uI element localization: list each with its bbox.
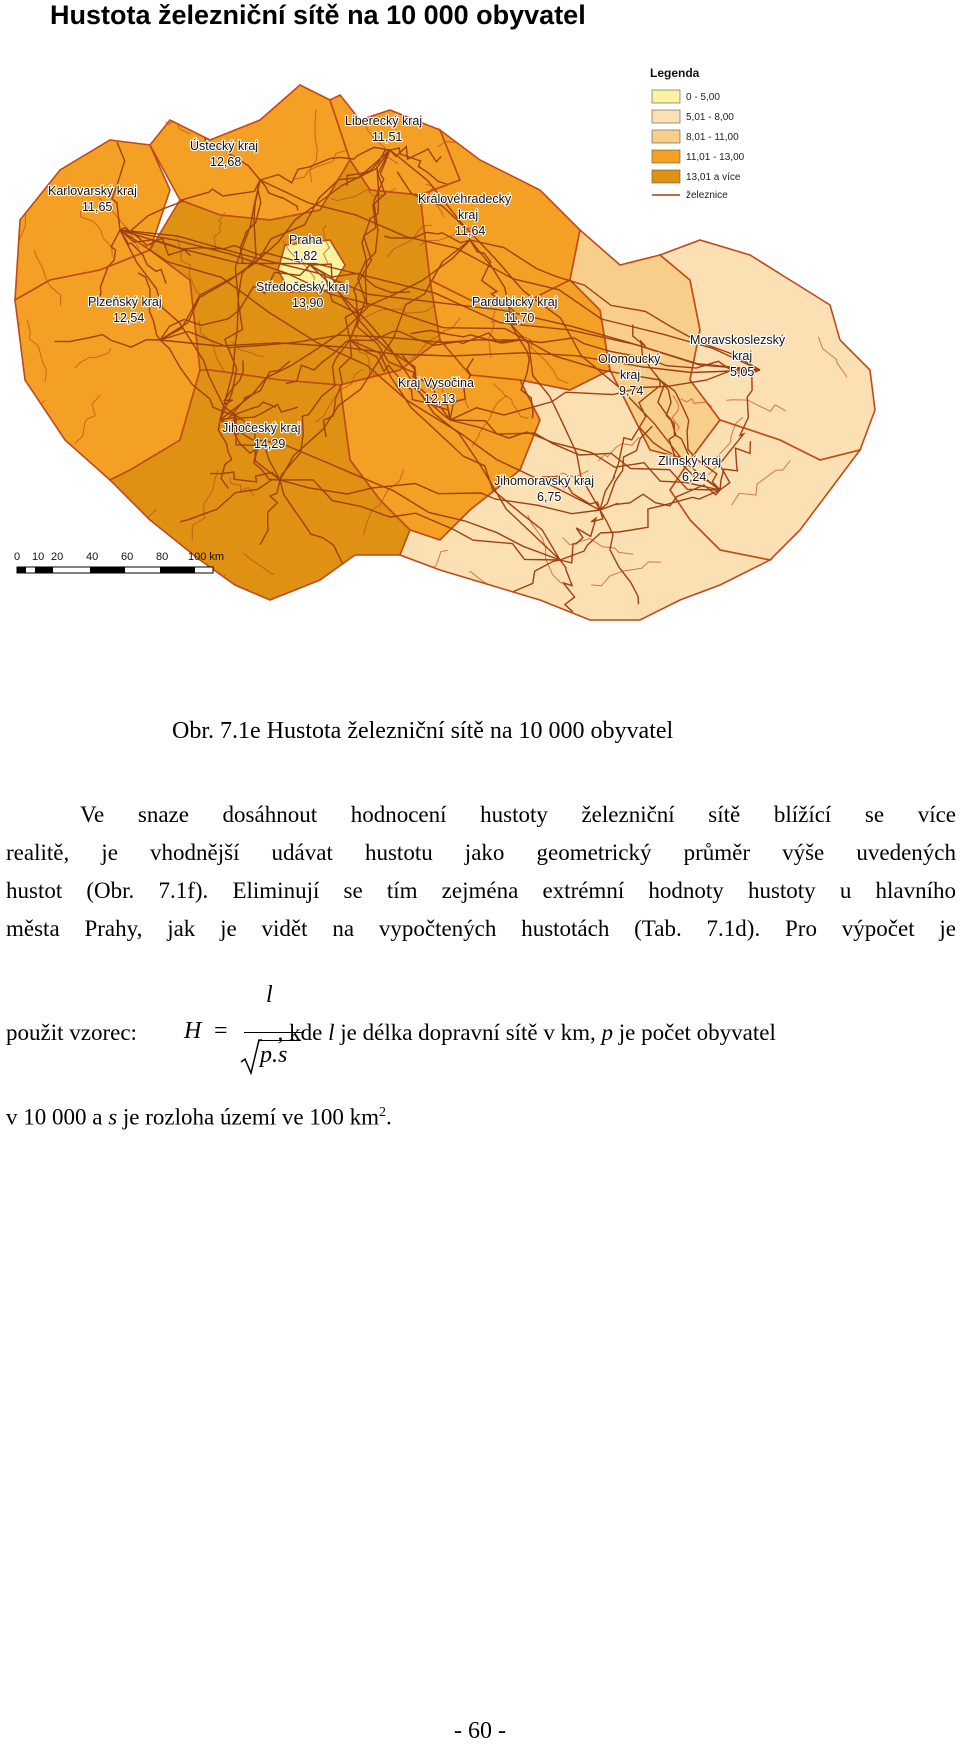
scale-bar-segment	[90, 567, 125, 573]
page-number: - 60 -	[454, 1718, 506, 1744]
paragraph-line-2: realitě, je vhodnější udávat hustotu jako geometrický průměr výše uvedených	[6, 840, 956, 865]
district-border	[589, 110, 596, 148]
scale-tick-20: 20	[51, 551, 64, 563]
legend-title: Legenda	[650, 66, 700, 80]
legend-swatch-4	[652, 150, 680, 163]
paragraph-line-6	[6, 1098, 956, 1133]
label-liberecky-value: 11,51	[372, 130, 403, 144]
formula-equals: =	[214, 1018, 228, 1044]
district-border	[809, 175, 820, 214]
paragraph-text: je délka dopravní sítě v km,	[340, 1020, 596, 1045]
formula-lhs: H	[184, 1018, 202, 1044]
label-vysocina-value: 12,13	[424, 392, 456, 406]
label-plzensky-value: 12,54	[113, 311, 145, 325]
district-border	[88, 563, 93, 637]
formula-numerator: l	[266, 982, 273, 1008]
district-border	[841, 482, 879, 500]
label-kralovehradecky-name: Královéhradecký	[418, 192, 512, 206]
label-karlovarsky-value: 11,65	[82, 200, 113, 214]
label-moravskoslezsky-kraj: kraj	[732, 349, 753, 363]
label-praha-value: 1,82	[293, 249, 318, 263]
label-olomoucky-value: 9,74	[619, 384, 644, 398]
legend-label-2: 5,01 - 8,00	[686, 112, 734, 123]
legend-swatch-3	[652, 130, 680, 143]
paragraph-line-3: hustot (Obr. 7.1f). Eliminují se tím zejména extrémní hodnoty hustoty u hlavního	[6, 878, 956, 903]
scale-bar-segment	[17, 567, 26, 573]
district-border	[512, 134, 523, 173]
scale-tick-40: 40	[86, 551, 99, 563]
label-stredocesky-value: 13,90	[292, 296, 324, 310]
district-border	[0, 400, 45, 418]
figure-caption: Obr. 7.1e Hustota železniční sítě na 10 000 obyvatel	[172, 718, 674, 744]
label-stredocesky-name: Středočeský kraj	[256, 280, 349, 294]
scale-tick-100: 100 km	[188, 551, 225, 563]
formula-denominator: p.s	[260, 1042, 288, 1068]
label-praha-name: Praha	[289, 233, 323, 247]
paragraph-line-1: Ve snaze dosáhnout hodnocení hustoty železniční sítě blížící se více	[80, 802, 956, 827]
label-kralovehradecky-kraj: kraj	[458, 208, 479, 222]
variable-s: s	[108, 1104, 118, 1130]
scale-bar	[14, 551, 224, 573]
railway-density-map	[0, 40, 960, 640]
sqrt-sign-icon	[240, 1038, 262, 1076]
label-olomoucky-name: Olomoucký	[598, 352, 661, 366]
label-plzensky-name: Plzeňský kraj	[88, 295, 162, 309]
label-jihomoravsky-value: 6,75	[537, 490, 562, 504]
district-border	[385, 560, 404, 594]
district-border	[802, 579, 859, 615]
label-liberecky-name: Liberecký kraj	[345, 114, 423, 128]
label-pardubicky-name: Pardubický kraj	[472, 295, 558, 309]
legend-railway-label: železnice	[686, 190, 728, 201]
map-legend	[650, 66, 745, 201]
paragraph-text: .	[386, 1104, 392, 1130]
paragraph-text: použit vzorec:	[6, 1020, 137, 1045]
district-border	[854, 331, 926, 340]
district-border	[786, 107, 860, 128]
scale-tick-60: 60	[121, 551, 134, 563]
district-border	[649, 174, 688, 239]
legend-swatch-5	[652, 170, 680, 183]
district-border	[162, 40, 205, 102]
scale-tick-0: 0	[14, 551, 21, 563]
scale-tick-10: 10	[32, 551, 45, 563]
district-border	[791, 104, 840, 132]
scale-tick-80: 80	[156, 551, 169, 563]
label-jihocesky-value: 14,29	[254, 437, 286, 451]
label-moravskoslezsky-name: Moravskoslezský	[690, 333, 786, 347]
label-jihocesky-name: Jihočeský kraj	[222, 421, 301, 435]
paragraph-text: je počet obyvatel	[618, 1020, 776, 1045]
label-zlinsky-value: 6,24	[682, 470, 707, 484]
label-pardubicky-value: 11,70	[504, 311, 535, 325]
label-karlovarsky-name: Karlovarský kraj	[48, 184, 137, 198]
district-border	[563, 143, 580, 178]
label-olomoucky-kraj: kraj	[620, 368, 641, 382]
district-border	[809, 101, 828, 143]
paragraph-text: je rozloha území ve 100 km	[122, 1104, 380, 1130]
district-border	[223, 574, 230, 640]
paragraph-text: v 10 000 a	[6, 1104, 103, 1130]
label-ustecky-name: Ústecký kraj	[190, 139, 259, 153]
label-moravskoslezsky-value: 5,05	[730, 365, 755, 379]
scale-bar-segment	[160, 567, 195, 573]
scale-bar-segment	[35, 567, 53, 573]
variable-p: p	[601, 1020, 614, 1045]
fraction-bar	[244, 1032, 304, 1033]
legend-swatch-1	[652, 90, 680, 103]
legend-swatch-2	[652, 110, 680, 123]
map-title: Hustota železniční sítě na 10 000 obyvatel	[50, 0, 586, 30]
paragraph-text: , kde	[277, 1020, 323, 1045]
legend-label-3: 8,01 - 11,00	[686, 132, 739, 143]
legend-label-1: 0 - 5,00	[686, 92, 720, 103]
label-kralovehradecky-value: 11,64	[455, 224, 486, 238]
paragraph-line-4: města Prahy, jak je vidět na vypočtených hustotách (Tab. 7.1d). Pro výpočet je	[6, 916, 956, 941]
legend-label-4: 11,01 - 13,00	[686, 152, 745, 163]
paragraph-line-5	[6, 1018, 956, 1048]
sqrt-bar	[259, 1040, 301, 1041]
label-vysocina-name: Kraj Vysočina	[398, 376, 474, 390]
formula	[184, 982, 304, 1092]
label-ustecky-value: 12,68	[210, 155, 242, 169]
superscript: 2	[379, 1105, 387, 1120]
label-jihomoravsky-name: Jihomoravský kraj	[494, 474, 595, 488]
legend-label-5: 13,01 a více	[686, 172, 741, 183]
variable-l: l	[328, 1020, 335, 1045]
label-zlinsky-name: Zlínský kraj	[658, 454, 722, 468]
